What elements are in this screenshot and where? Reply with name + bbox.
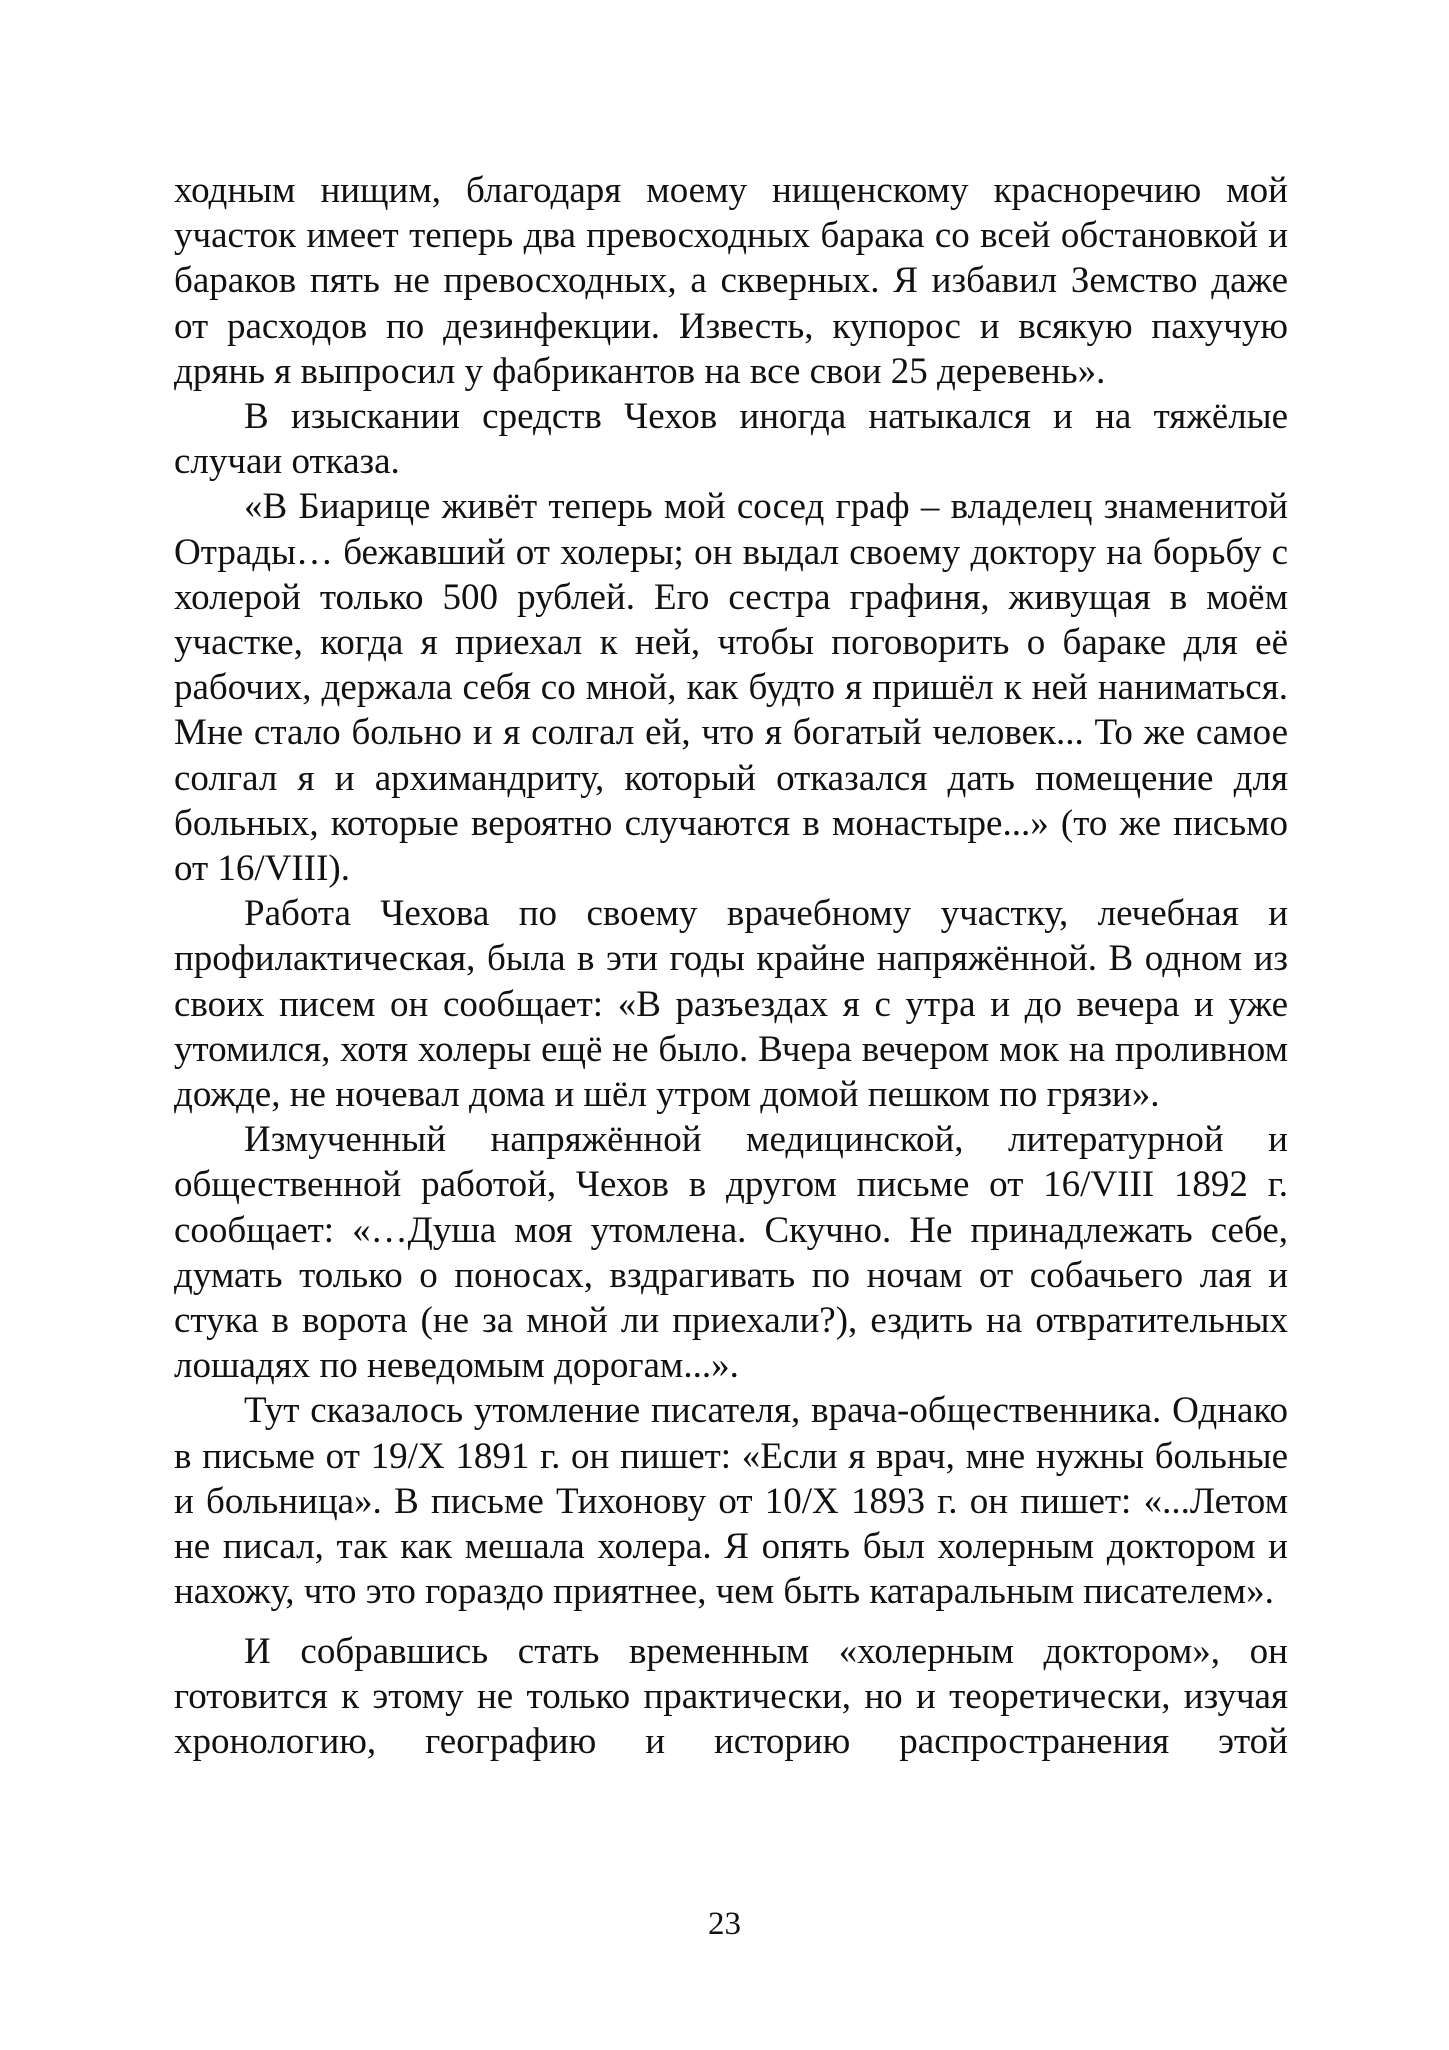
paragraph-5: Измученный напряжённой медицинской, литературной и общественной работой, Чехов в другом письме от 16/VIII 1892 г. сообщает: «…Душа моя утомлена. Скучно. Не принадлежать себе, думать только о поносах, вздрагивать по ночам от собачьего лая и стука в ворота (не за мной ли приехали?), ездить на отвратительных лошадях по неведомым дорогам...». bbox=[174, 1119, 1288, 1387]
paragraph-7: И собравшись стать временным «холерным доктором», он готовится к этому не только практически, но и теоретически, изучая хронологию, географию и историю распространения этой bbox=[174, 1630, 1288, 1762]
page-number: 23 bbox=[708, 1906, 741, 1942]
paragraph-4: Работа Чехова по своему врачебному участку, лечебная и профилактическая, была в эти годы крайне напряжённой. В одном из своих писем он сообщает: «В разъездах я с утра и до вечера и уже утомился, хотя холеры ещё не было. Вчера вечером мок на проливном дожде, не ночевал дома и шёл утром домой пешком по грязи». bbox=[174, 893, 1288, 1116]
paragraph-3: «В Биарице живёт теперь мой сосед граф – владелец знаменитой Отрады… бежавший от холеры; он выдал своему доктору на борьбу с холерой только 500 рублей. Его сестра графиня, живущая в моём участке, когда я приехал к ней, чтобы поговорить о бараке для её рабочих, держала себя со мной, как будто я пришёл к ней наниматься. Мне стало больно и я солгал ей, что я богатый человек... То же самое солгал я и архимандриту, который отказался дать помещение для больных, которые вероятно случаются в монастыре...» (то же письмо от 16/VIII). bbox=[174, 486, 1288, 890]
paragraph-1: ходным нищим, благодаря моему нищенскому красноречию мой участок имеет теперь два превосходных барака со всей обстановкой и бараков пять не превосходных, а скверных. Я избавил Земство даже от расходов по дезинфекции. Известь, купорос и всякую пахучую дрянь я выпросил у фабрикантов на все свои 25 деревень». bbox=[174, 170, 1288, 392]
paragraph-6: Тут сказалось утомление писателя, врача-общественника. Однако в письме от 19/X 1891 г. он пишет: «Если я врач, мне нужны больные и больница». В письме Тихонову от 10/X 1893 г. он пишет: «...Летом не писал, так как мешала холера. Я опять был холерным доктором и нахожу, что это гораздо приятнее, чем быть катаральным писателем». bbox=[174, 1390, 1288, 1613]
paragraph-2: В изыскании средств Чехов иногда натыкался и на тяжёлые случаи отказа. bbox=[174, 396, 1288, 483]
page-body bbox=[174, 168, 1288, 1764]
